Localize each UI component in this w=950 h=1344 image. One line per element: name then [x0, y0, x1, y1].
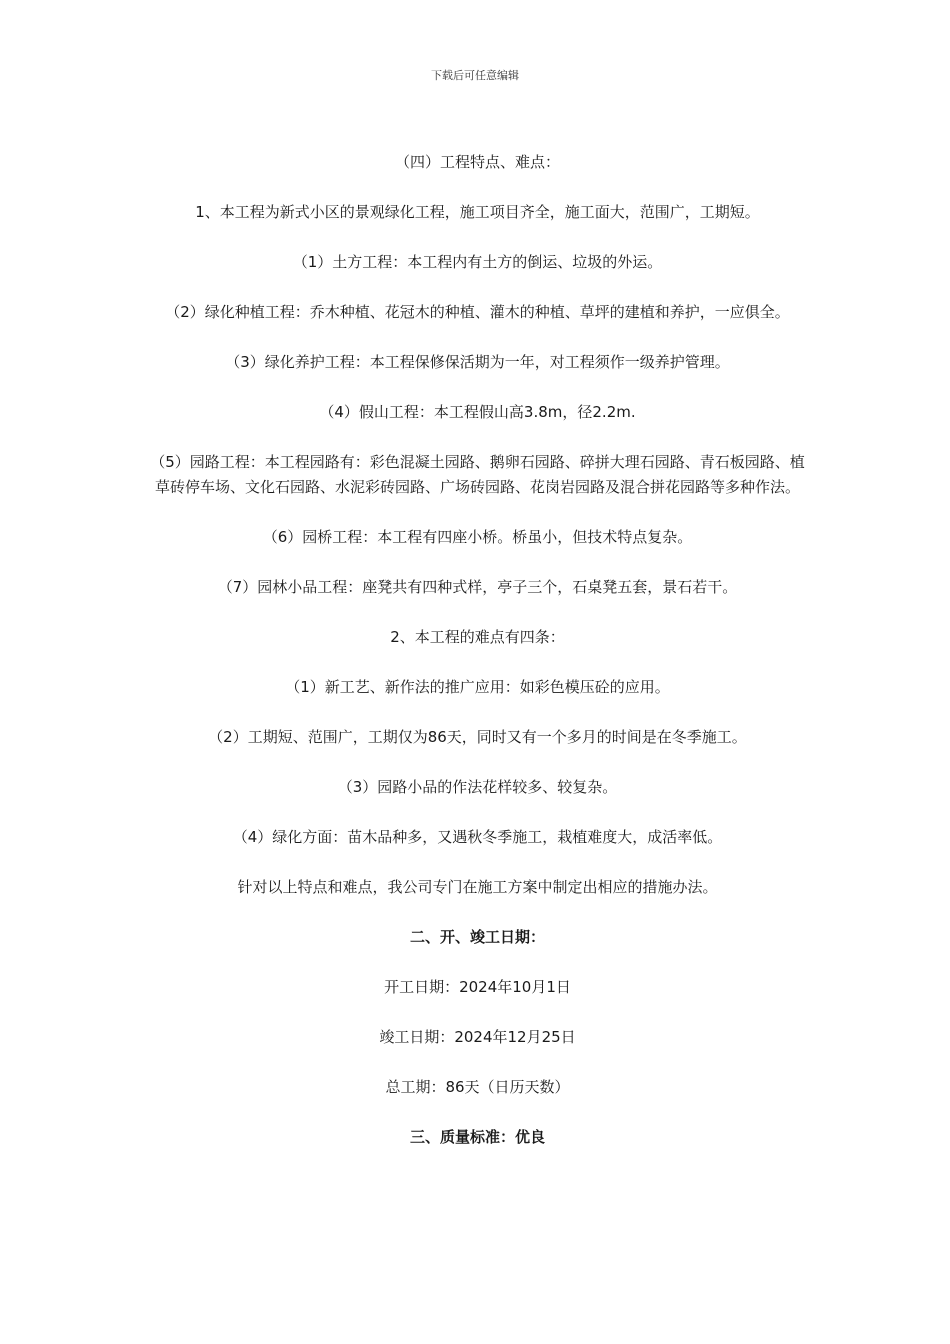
point-1-item-1: （1）土方工程：本工程内有土方的倒运、垃圾的外运。 [292, 253, 663, 271]
point-1-item-4: （4）假山工程：本工程假山高3.8m，径2.2m. [319, 403, 636, 421]
measures-paragraph: 针对以上特点和难点，我公司专门在施工方案中制定出相应的措施办法。 [237, 878, 718, 896]
point-1-item-2: （2）绿化种植工程：乔木种植、花冠木的种植、灌木的种植、草坪的建植和养护，一应俱全。 [165, 303, 790, 321]
point-2-item-4: （4）绿化方面：苗木品种多，又遇秋冬季施工，栽植难度大，成活率低。 [232, 828, 723, 846]
point-2-item-1: （1）新工艺、新作法的推广应用：如彩色模压砼的应用。 [285, 678, 670, 696]
point-1-item-3: （3）绿化养护工程：本工程保修保活期为一年，对工程须作一级养护管理。 [225, 353, 730, 371]
point-2-item-2: （2）工期短、范围广，工期仅为86天，同时又有一个多月的时间是在冬季施工。 [208, 728, 747, 746]
section-2-title: 二、开、竣工日期： [409, 928, 545, 946]
point-2: 2、本工程的难点有四条： [390, 628, 565, 646]
point-2-item-3: （3）园路小品的作法花样较多、较复杂。 [337, 778, 618, 796]
section-3-title: 三、质量标准：优良 [409, 1128, 545, 1146]
section-4-title: （四）工程特点、难点： [394, 153, 560, 171]
document-body [145, 150, 810, 1150]
point-1: 1、本工程为新式小区的景观绿化工程，施工项目齐全，施工面大，范围广，工期短。 [195, 203, 760, 221]
point-1-item-7: （7）园林小品工程：座凳共有四种式样，亭子三个，石桌凳五套，景石若干。 [217, 578, 738, 596]
total-period: 总工期：86天（日历天数） [385, 1078, 570, 1096]
end-date: 竣工日期：2024年12月25日 [379, 1028, 576, 1046]
point-1-item-5: （5）园路工程：本工程园路有：彩色混凝土园路、鹅卵石园路、碎拼大理石园路、青石板园路、植草砖停车场、文化石园路、水泥彩砖园路、广场砖园路、花岗岩园路及混合拼花园路等多种作法。 [150, 453, 805, 496]
start-date: 开工日期：2024年10月1日 [384, 978, 571, 996]
point-1-item-6: （6）园桥工程：本工程有四座小桥。桥虽小，但技术特点复杂。 [262, 528, 693, 546]
header-note: 下载后可任意编辑 [431, 69, 519, 82]
